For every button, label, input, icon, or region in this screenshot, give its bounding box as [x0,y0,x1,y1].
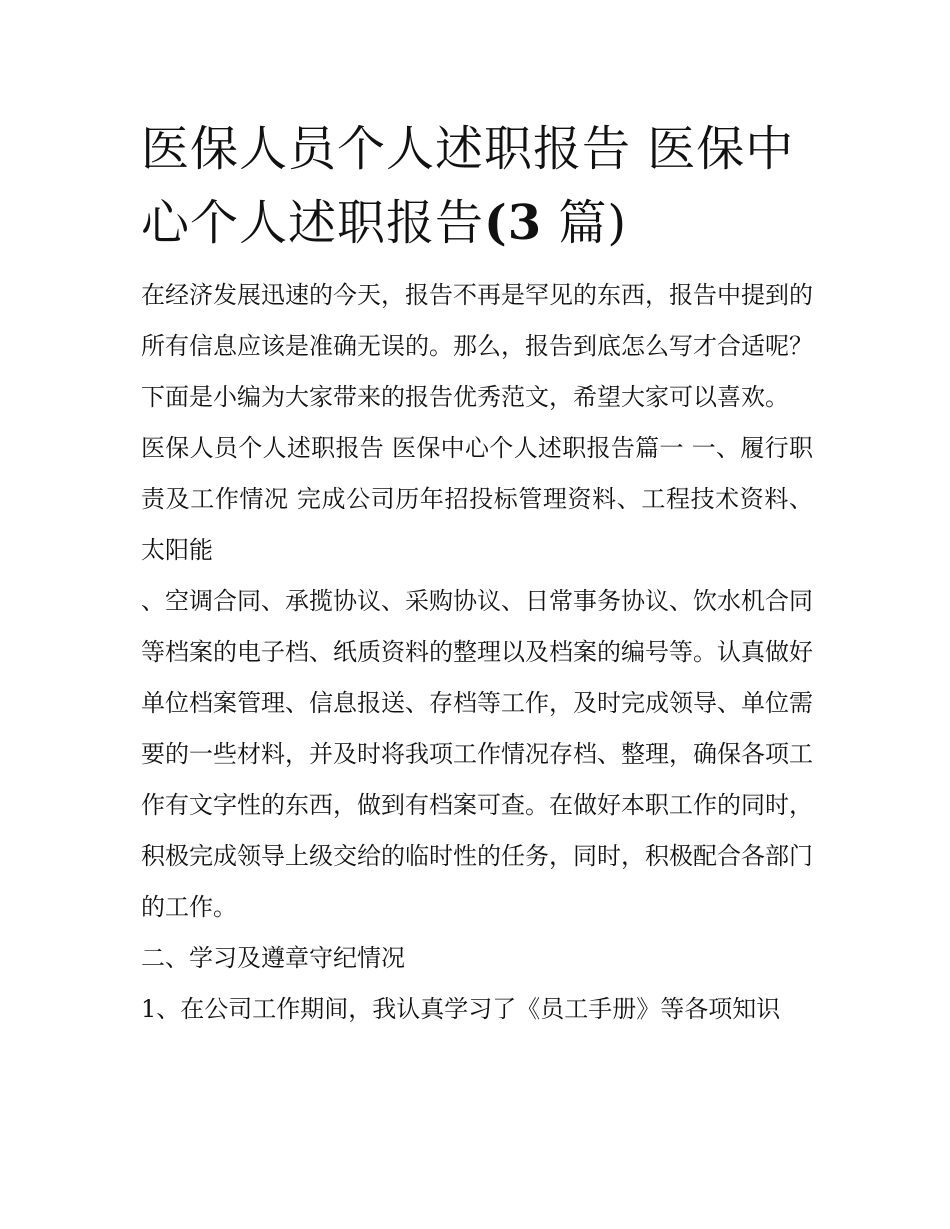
document-title [141,112,813,260]
section-two-heading: 二、学习及遵章守纪情况 [141,944,405,972]
section-one-heading-paragraph: 医保人员个人述职报告 医保中心个人述职报告篇一 一、履行职责及工作情况 完成公司历年招投标管理资料、工程技术资料、太阳能 [141,434,813,564]
study-item-1: 1、在公司工作期间，我认真学习了《员工手册》等各项知识 [141,995,781,1023]
title-text: 医保人员个人述职报告 医保中心个人述职报告 [141,121,795,251]
duties-paragraph: 、空调合同、承揽协议、采购协议、日常事务协议、饮水机合同等档案的电子档、纸质资料的整理以及档案的编号等。认真做好单位档案管理、信息报送、存档等工作，及时完成领导、单位需要的一些材料，并及时将我项工作情况存档、整理，确保各项工作有文字性的东西，做到有档案可查。在做好本职工作的同时，积极完成领导上级交给的临时性的任务，同时，积极配合各部门的工作。 [141,587,813,921]
document-content [141,112,813,1035]
intro-paragraph: 在经济发展迅速的今天，报告不再是罕见的东西，报告中提到的所有信息应该是准确无误的。那么，报告到底怎么写才合适呢？下面是小编为大家带来的报告优秀范文，希望大家可以喜欢。 [141,281,813,411]
title-count: (3 [484,195,543,251]
title-suffix: 篇) [542,195,628,251]
